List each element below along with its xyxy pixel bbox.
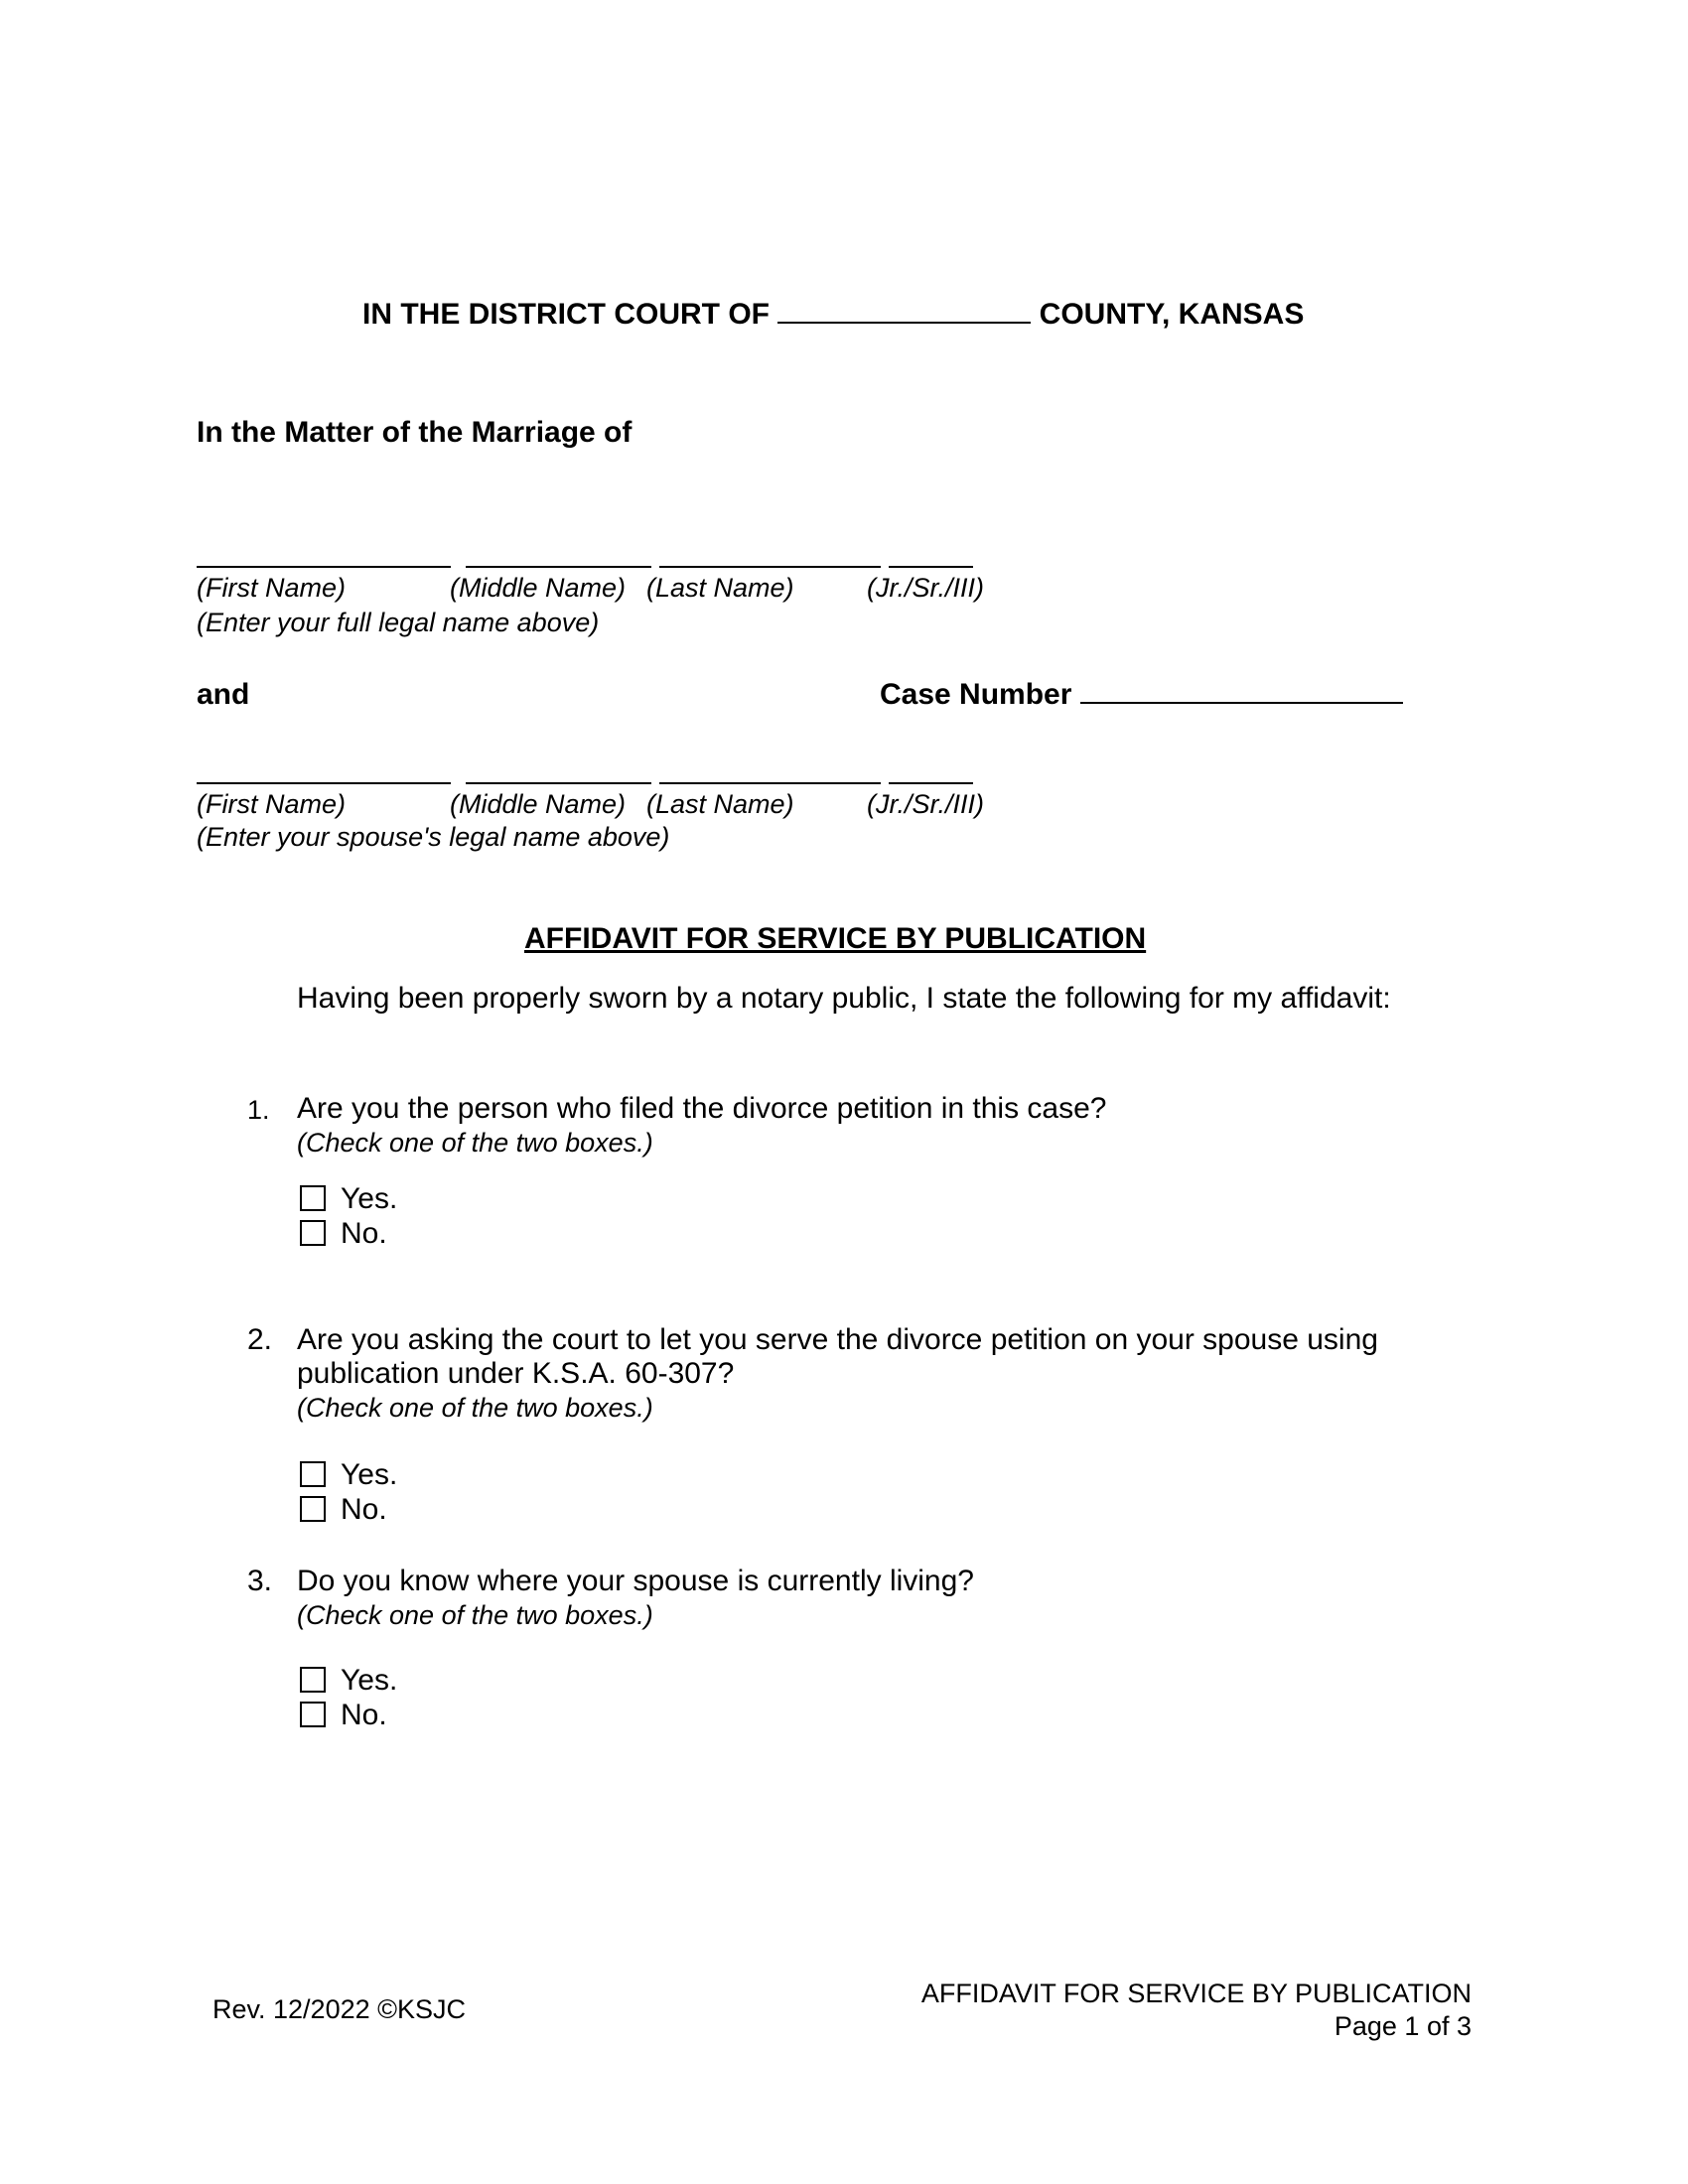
question-1-no-label: No. <box>341 1217 387 1250</box>
question-1-yes-checkbox[interactable] <box>300 1185 326 1211</box>
footer-form-title: AFFIDAVIT FOR SERVICE BY PUBLICATION <box>920 1979 1472 2008</box>
question-3-yes-checkbox[interactable] <box>300 1667 326 1693</box>
spouse-first-name-blank[interactable] <box>197 782 451 784</box>
case-number-blank[interactable] <box>1080 678 1403 704</box>
question-2-yes-checkbox[interactable] <box>300 1461 326 1487</box>
court-header-suffix: COUNTY, KANSAS <box>1039 298 1305 331</box>
spouse-suffix-blank[interactable] <box>889 782 973 784</box>
question-1-text: Are you the person who filed the divorce petition in this case? <box>297 1092 1107 1125</box>
question-3-number: 3. <box>247 1565 273 1597</box>
question-3-no-label: No. <box>341 1699 387 1731</box>
question-3-no-checkbox[interactable] <box>300 1702 326 1727</box>
question-2-no-label: No. <box>341 1493 387 1526</box>
petitioner-first-name-label: (First Name) <box>197 573 346 603</box>
intro-text: Having been properly sworn by a notary public, I state the following for my affidavit: <box>297 982 1391 1015</box>
question-2-no-checkbox[interactable] <box>300 1496 326 1522</box>
question-1-number: 1. <box>247 1095 270 1125</box>
petitioner-first-name-blank[interactable] <box>197 566 451 568</box>
county-blank[interactable] <box>777 298 1031 324</box>
spouse-last-name-blank[interactable] <box>659 782 881 784</box>
matter-of-label: In the Matter of the Marriage of <box>197 416 633 449</box>
petitioner-suffix-label: (Jr./Sr./III) <box>867 573 984 603</box>
petitioner-middle-name-label: (Middle Name) <box>450 573 627 603</box>
case-number-label: Case Number <box>880 678 1072 711</box>
question-3-yes-label: Yes. <box>341 1664 398 1697</box>
court-header <box>362 298 1304 332</box>
question-2-yes-label: Yes. <box>341 1458 398 1491</box>
spouse-middle-name-blank[interactable] <box>466 782 651 784</box>
question-3-instruction: (Check one of the two boxes.) <box>297 1600 653 1630</box>
petitioner-middle-name-blank[interactable] <box>466 566 651 568</box>
footer-page-number: Page 1 of 3 <box>1334 2011 1472 2041</box>
question-1-instruction: (Check one of the two boxes.) <box>297 1128 653 1158</box>
spouse-middle-name-label: (Middle Name) <box>450 789 627 819</box>
question-3-text: Do you know where your spouse is currently living? <box>297 1565 974 1597</box>
petitioner-hint: (Enter your full legal name above) <box>197 608 600 637</box>
question-2-text-line2: publication under K.S.A. 60-307? <box>297 1357 735 1390</box>
petitioner-last-name-label: (Last Name) <box>646 573 794 603</box>
question-1-no-checkbox[interactable] <box>300 1220 326 1246</box>
question-2-number: 2. <box>247 1323 273 1356</box>
spouse-hint: (Enter your spouse's legal name above) <box>197 822 670 852</box>
and-label: and <box>197 678 250 711</box>
court-header-prefix: IN THE DISTRICT COURT OF <box>362 298 770 331</box>
spouse-suffix-label: (Jr./Sr./III) <box>867 789 984 819</box>
spouse-last-name-label: (Last Name) <box>646 789 794 819</box>
petitioner-suffix-blank[interactable] <box>889 566 973 568</box>
question-1-yes-label: Yes. <box>341 1182 398 1215</box>
question-2-instruction: (Check one of the two boxes.) <box>297 1393 653 1423</box>
question-2-text-line1: Are you asking the court to let you serve the divorce petition on your spouse using <box>297 1323 1378 1356</box>
case-number <box>880 678 1403 712</box>
document-title: AFFIDAVIT FOR SERVICE BY PUBLICATION <box>524 922 1147 955</box>
spouse-first-name-label: (First Name) <box>197 789 346 819</box>
petitioner-last-name-blank[interactable] <box>659 566 881 568</box>
footer-revision: Rev. 12/2022 ©KSJC <box>212 1994 467 2024</box>
